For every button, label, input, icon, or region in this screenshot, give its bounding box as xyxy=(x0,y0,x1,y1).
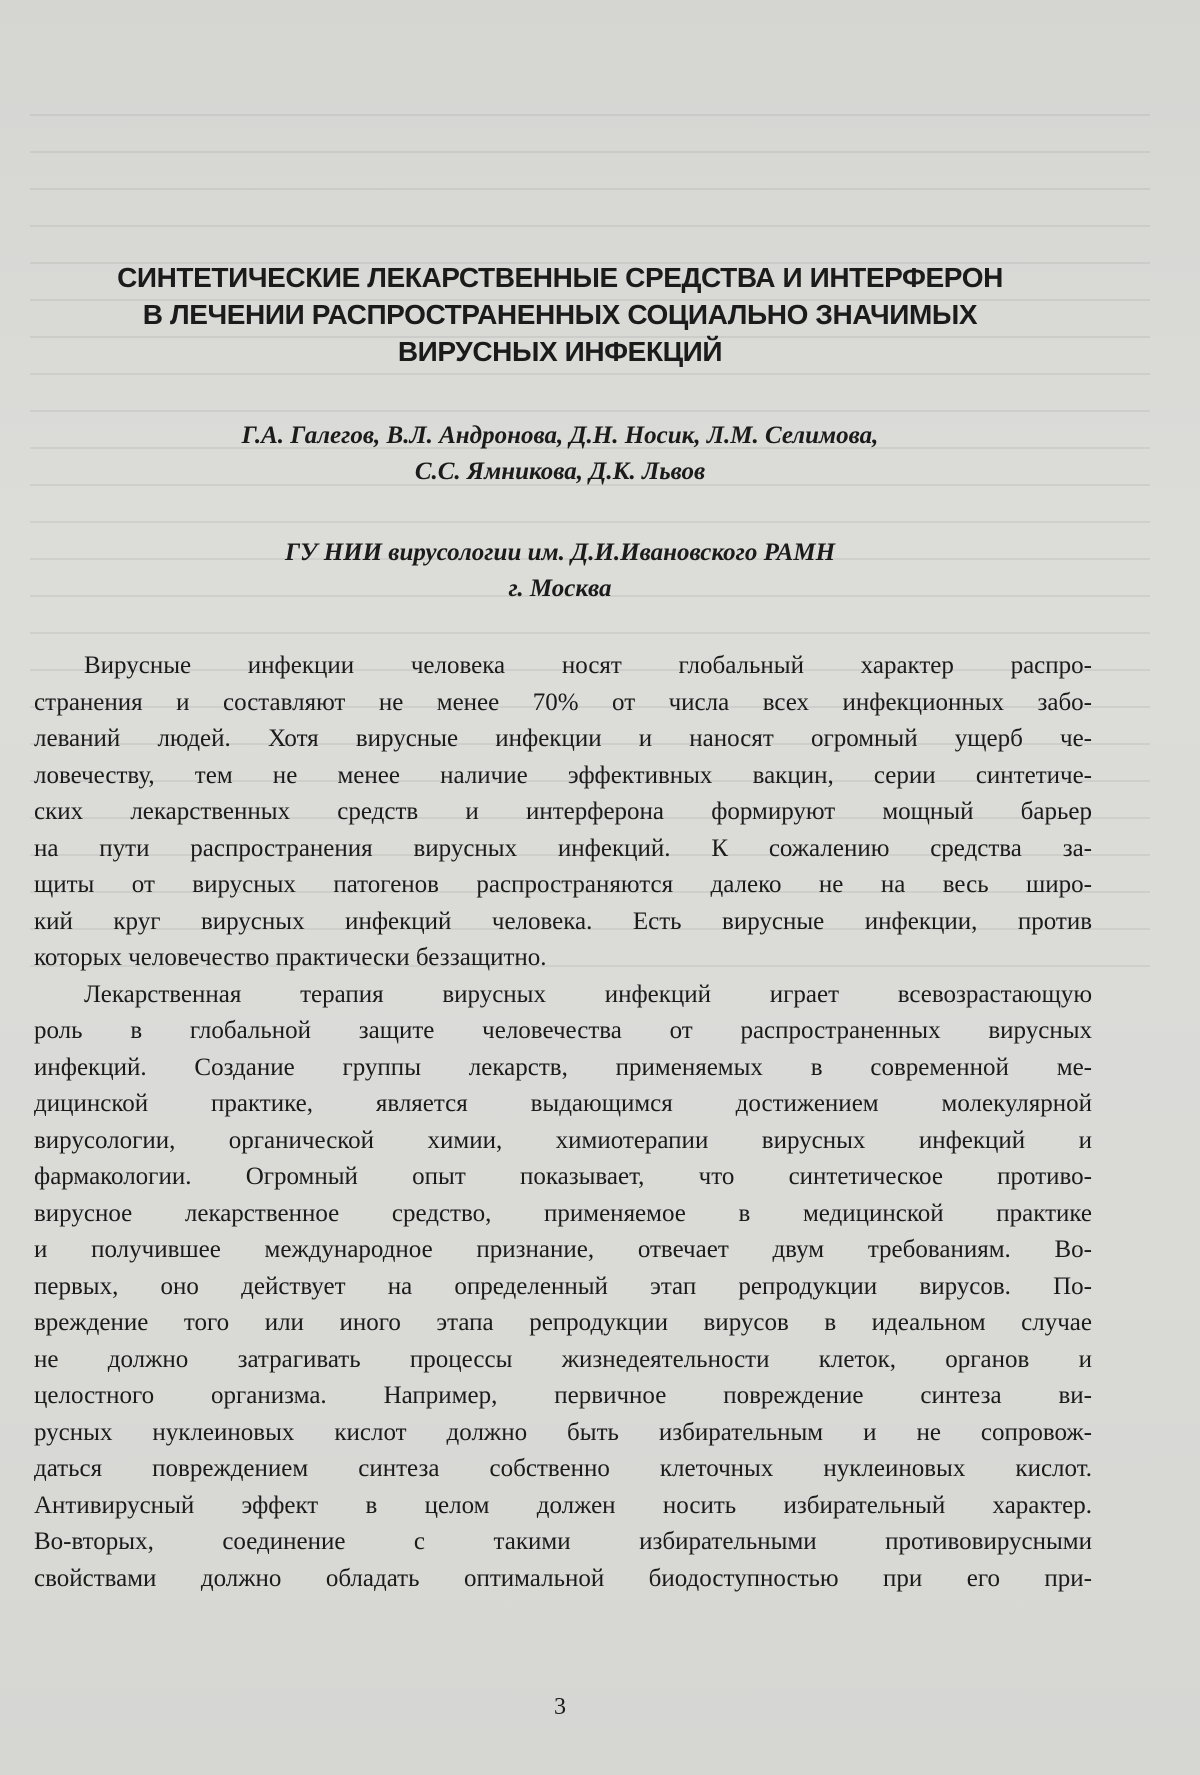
text-line: роль в глобальной защите человечества от распространенных вирусных xyxy=(34,1017,1092,1044)
text-line: русных нуклеиновых кислот должно быть избирательным и не сопровож- xyxy=(34,1418,1092,1446)
text-line: свойствами должно обладать оптимальной биодоступностью при его при- xyxy=(34,1564,1092,1592)
text-line: и получившее международное признание, отвечает двум требованиям. Во- xyxy=(34,1236,1092,1263)
text-line: вреждение того или иного этапа репродукции вирусов в идеальном случае xyxy=(34,1309,1092,1336)
text-line: щиты от вирусных патогенов распространяются далеко не на весь широ- xyxy=(34,871,1092,898)
text-line: вирусное лекарственное средство, применяемое в медицинской практике xyxy=(34,1199,1092,1227)
text-line: первых, оно действует на определенный этап репродукции вирусов. По- xyxy=(34,1272,1092,1300)
text-line: фармакологии. Огромный опыт показывает, что синтетическое противо- xyxy=(34,1163,1092,1190)
authors-line: С.С. Ямникова, Д.К. Львов xyxy=(414,458,706,485)
affiliation xyxy=(30,535,1090,607)
page-number: 3 xyxy=(554,1694,566,1720)
text-line: целостного организма. Например, первичное повреждение синтеза ви- xyxy=(34,1382,1092,1409)
paragraph-1 xyxy=(34,648,1092,977)
article-title xyxy=(30,259,1090,370)
text-line: которых человечество практически беззащитно. xyxy=(34,944,547,971)
text-line: инфекций. Создание группы лекарств, применяемых в современной ме- xyxy=(34,1053,1092,1081)
article-body xyxy=(34,648,1092,1597)
text-line: дицинской практике, является выдающимся достижением молекулярной xyxy=(34,1090,1092,1117)
authors-line: Г.А. Галегов, В.Л. Андронова, Д.Н. Носик, Л.М. Селимова, xyxy=(241,422,879,449)
text-line: леваний людей. Хотя вирусные инфекции и наносят огромный ущерб че- xyxy=(34,725,1092,752)
text-line: странения и составляют не менее 70% от числа всех инфекционных забо- xyxy=(34,688,1092,716)
title-line: В ЛЕЧЕНИИ РАСПРОСТРАНЕННЫХ СОЦИАЛЬНО ЗНАЧИМЫХ xyxy=(142,299,978,330)
text-line: Вирусные инфекции человека носят глобальный характер распро- xyxy=(84,652,1092,679)
text-line: не должно затрагивать процессы жизнедеятельности клеток, органов и xyxy=(34,1345,1092,1373)
text-line: ских лекарственных средств и интерферона формируют мощный барьер xyxy=(34,798,1092,825)
affiliation-line: г. Москва xyxy=(508,575,612,602)
text-line: вирусологии, органической химии, химиотерапии вирусных инфекций и xyxy=(34,1126,1092,1154)
affiliation-line: ГУ НИИ вирусологии им. Д.И.Ивановского РАМН xyxy=(284,539,836,566)
title-line: ВИРУСНЫХ ИНФЕКЦИЙ xyxy=(397,336,723,367)
text-line: на пути распространения вирусных инфекций. К сожалению средства за- xyxy=(34,834,1092,862)
text-line: Во-вторых, соединение с такими избирательными противовирусными xyxy=(34,1528,1092,1555)
text-line: кий круг вирусных инфекций человека. Есть вирусные инфекции, против xyxy=(34,907,1092,935)
text-line: Лекарственная терапия вирусных инфекций играет всевозрастающую xyxy=(84,980,1092,1008)
authors xyxy=(30,418,1090,490)
text-line: ловечеству, тем не менее наличие эффективных вакцин, серии синтетиче- xyxy=(34,761,1092,789)
text-line: Антивирусный эффект в целом должен носить избирательный характер. xyxy=(34,1491,1092,1519)
paragraph-2 xyxy=(34,977,1092,1598)
text-line: даться повреждением синтеза собственно клеточных нуклеиновых кислот. xyxy=(34,1455,1092,1482)
title-line: СИНТЕТИЧЕСКИЕ ЛЕКАРСТВЕННЫЕ СРЕДСТВА И ИНТЕРФЕРОН xyxy=(117,262,1003,293)
